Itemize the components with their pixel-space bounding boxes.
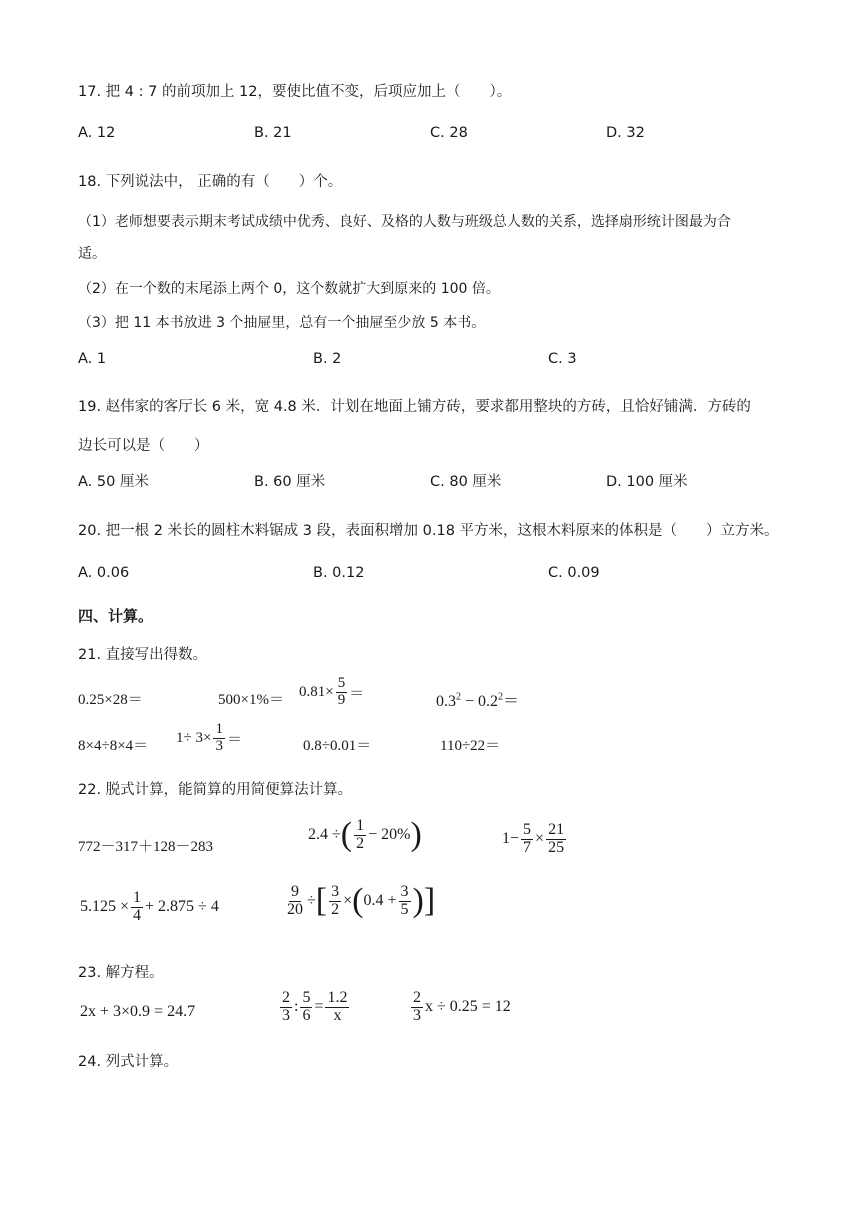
right-paren: ) — [410, 816, 422, 854]
numerator: 21 — [548, 821, 565, 838]
q19-option-d: D. 100 厘米 — [606, 474, 688, 490]
denominator: 6 — [302, 1006, 311, 1024]
expr-text: − 20% — [368, 826, 411, 844]
expr-text: × — [535, 830, 545, 848]
numerator: 3 — [331, 883, 340, 900]
q18-statement-1: （1）老师想要表示期末考试成绩中优秀、良好、及格的人数与班级总人数的关系，选择扇形统计图最为合 — [78, 214, 731, 230]
q22-expr-5 — [283, 884, 435, 919]
q23-equation-1: 2x + 3×0.9 = 24.7 — [80, 1003, 196, 1020]
q20-option-b: B. 0.12 — [313, 565, 365, 581]
q19-stem-line1: 19. 赵伟家的客厅长 6 米，宽 4.8 米．计划在地面上铺方砖，要求都用整块的方砖，且恰好铺满．方砖的 — [78, 399, 751, 415]
fraction — [300, 990, 312, 1025]
numerator: 1.2 — [327, 989, 348, 1006]
q17-stem: 17. 把 4 : 7 的前项加上 12，要使比值不变，后项应加上（ ）。 — [78, 84, 512, 100]
q24-stem: 24. 列式计算。 — [78, 1054, 179, 1070]
q21-expr-1: 0.25×28＝ — [78, 692, 143, 708]
q19-option-c: C. 80 厘米 — [430, 474, 502, 490]
expr-text: 2.4 ÷ — [308, 826, 341, 844]
fraction — [411, 990, 423, 1025]
fraction — [354, 818, 366, 853]
left-bracket: [ — [315, 882, 328, 920]
q20-option-a: A. 0.06 — [78, 565, 130, 581]
denominator: 3 — [413, 1006, 421, 1024]
q22-expr-4 — [80, 890, 219, 925]
fraction — [336, 676, 348, 709]
q21-expr-3 — [299, 676, 364, 709]
denominator: 3 — [215, 737, 223, 754]
numerator: 9 — [291, 883, 299, 900]
q19-stem-line2: 边长可以是（ ） — [78, 438, 209, 454]
expr-text: ＝ — [226, 731, 242, 748]
numerator: 3 — [400, 883, 409, 900]
q18-option-a: A. 1 — [78, 351, 107, 367]
q20-stem: 20. 把一根 2 米长的圆柱木料锯成 3 段，表面积增加 0.18 平方米，这根木料原来的体积是（ ）立方米。 — [78, 523, 779, 539]
q21-expr-8: 110÷22＝ — [440, 738, 501, 754]
q18-option-c: C. 3 — [548, 351, 577, 367]
denominator: x — [333, 1006, 342, 1024]
expr-text: = — [314, 998, 324, 1016]
q23-equation-3 — [409, 990, 511, 1025]
denominator: 2 — [331, 900, 340, 918]
q19-option-b: B. 60 厘米 — [254, 474, 326, 490]
q21-stem: 21. 直接写出得数。 — [78, 647, 208, 663]
right-bracket: ] — [423, 882, 436, 920]
q22-expr-2 — [308, 818, 422, 853]
expr-text: : — [294, 998, 299, 1016]
q21-expr-6 — [176, 722, 242, 755]
q22-expr-3 — [502, 822, 568, 857]
q17-option-c: C. 28 — [430, 125, 468, 141]
q21-expr-7: 0.8÷0.01＝ — [303, 738, 372, 754]
q18-statement-1-cont: 适。 — [78, 246, 106, 262]
fraction — [213, 722, 225, 755]
left-paren: ( — [352, 882, 364, 920]
denominator: 25 — [548, 838, 565, 856]
exponent: 2 — [498, 691, 504, 703]
expr-text: 0.4 + — [363, 892, 397, 910]
numerator: 5 — [302, 989, 311, 1006]
q22-stem: 22. 脱式计算，能简算的用简便算法计算。 — [78, 782, 353, 798]
denominator: 20 — [287, 900, 303, 918]
fraction — [131, 890, 143, 925]
q23-equation-2 — [278, 990, 351, 1025]
q18-statement-3: （3）把 11 本书放进 3 个抽屉里，总有一个抽屉至少放 5 本书。 — [78, 315, 486, 331]
expr-text: ÷ — [307, 892, 316, 910]
numerator: 2 — [282, 989, 290, 1006]
expr-text: 0.3 — [436, 693, 456, 710]
numerator: 5 — [523, 821, 532, 838]
q20-option-c: C. 0.09 — [548, 565, 600, 581]
expr-text: 1− — [502, 830, 520, 848]
fraction — [325, 990, 349, 1025]
fraction — [280, 990, 292, 1025]
expr-text: × — [343, 892, 353, 910]
exponent: 2 — [456, 691, 461, 703]
expr-text: 1÷ 3× — [176, 729, 212, 746]
q21-expr-5: 8×4÷8×4＝ — [78, 738, 149, 754]
q21-expr-2: 500×1%＝ — [218, 692, 284, 708]
q18-option-b: B. 2 — [313, 351, 342, 367]
expr-text: 5.125 × — [80, 898, 130, 916]
fraction — [546, 822, 566, 857]
fraction — [285, 884, 305, 919]
fraction — [399, 884, 411, 919]
numerator: 1 — [356, 817, 365, 834]
numerator: 1 — [133, 889, 142, 906]
expr-text: 0.81× — [299, 683, 334, 700]
q18-statement-2: （2）在一个数的末尾添上两个 0，这个数就扩大到原来的 100 倍。 — [78, 281, 500, 297]
q22-expr-1: 772－317＋128－283 — [78, 839, 214, 855]
denominator: 5 — [400, 900, 409, 918]
expr-text: ＝ — [503, 693, 520, 710]
fraction — [329, 884, 341, 919]
numerator: 5 — [337, 675, 346, 691]
numerator: 2 — [413, 989, 421, 1006]
denominator: 2 — [356, 834, 365, 852]
left-paren: ( — [340, 816, 353, 854]
denominator: 4 — [133, 906, 142, 924]
expr-text: − 0.2 — [461, 693, 499, 710]
q19-option-a: A. 50 厘米 — [78, 474, 149, 490]
fraction — [521, 822, 533, 857]
q17-option-b: B. 21 — [254, 125, 292, 141]
expr-text: ＝ — [349, 685, 365, 702]
q21-expr-4 — [436, 688, 519, 711]
numerator: 1 — [215, 721, 223, 737]
q17-option-d: D. 32 — [606, 125, 645, 141]
q17-option-a: A. 12 — [78, 125, 116, 141]
expr-text: + 2.875 ÷ 4 — [145, 898, 219, 916]
denominator: 7 — [523, 838, 532, 856]
section-heading: 四、计算。 — [78, 607, 154, 625]
q18-stem: 18. 下列说法中， 正确的有（ ）个。 — [78, 174, 343, 190]
denominator: 9 — [337, 691, 346, 708]
q23-stem: 23. 解方程。 — [78, 965, 164, 981]
expr-text: x ÷ 0.25 = 12 — [425, 998, 511, 1016]
denominator: 3 — [282, 1006, 290, 1024]
right-paren: ) — [412, 882, 424, 920]
